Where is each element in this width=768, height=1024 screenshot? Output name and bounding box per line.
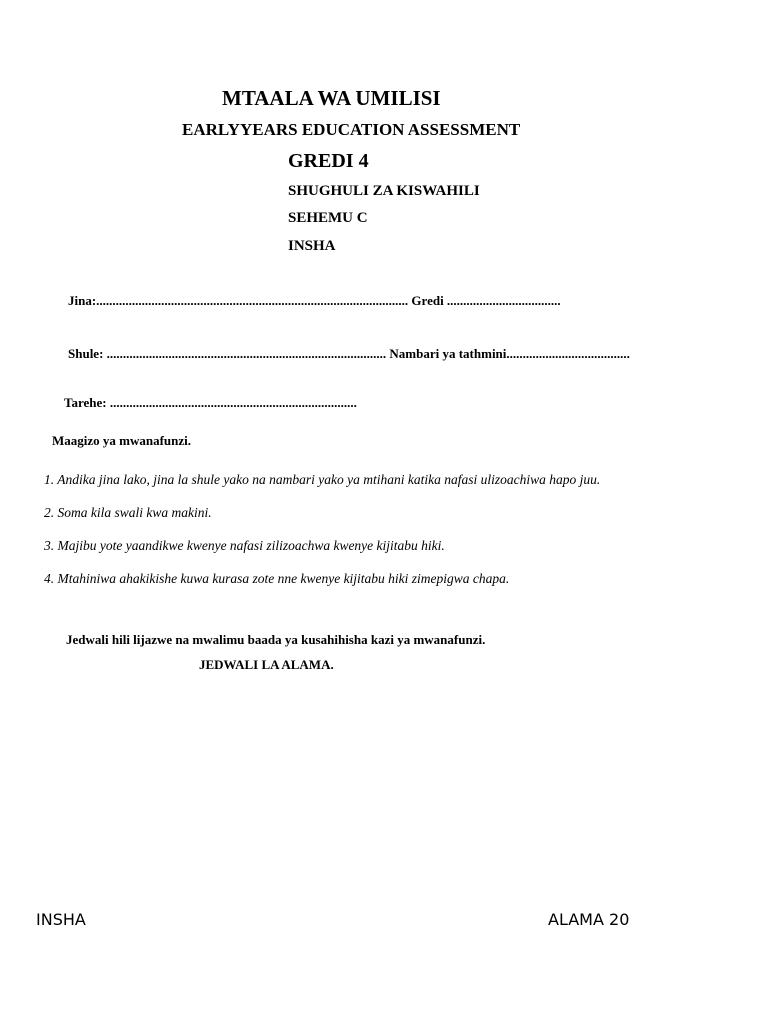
- instruction-item: 2. Soma kila swali kwa makini.: [44, 505, 212, 520]
- grade-label: GREDI 4: [288, 150, 369, 172]
- document-title: MTAALA WA UMILISI: [222, 86, 441, 110]
- assessment-name: EARLYYEARS EDUCATION ASSESSMENT: [182, 120, 521, 139]
- section-label: SEHEMU C: [288, 210, 368, 226]
- footer-marks-label: ALAMA 20: [548, 910, 630, 929]
- paper-label: INSHA: [288, 238, 336, 254]
- name-grade-field: Jina:................................................................................................ Gredi ...................................: [68, 293, 561, 308]
- school-assessment-number-field: Shule: ...................................................................................... Nambari ya tathmini......................................: [68, 346, 630, 361]
- marks-table-note: Jedwali hili lijazwe na mwalimu baada ya kusahihisha kazi ya mwanafunzi.: [66, 632, 486, 647]
- footer-paper-label: INSHA: [36, 910, 86, 929]
- marks-table-title: JEDWALI LA ALAMA.: [199, 657, 334, 672]
- subject-label: SHUGHULI ZA KISWAHILI: [288, 183, 480, 199]
- instruction-item: 3. Majibu yote yaandikwe kwenye nafasi zilizoachwa kwenye kijitabu hiki.: [44, 538, 445, 553]
- instructions-heading: Maagizo ya mwanafunzi.: [52, 433, 192, 448]
- date-field: Tarehe: ............................................................................: [64, 395, 357, 410]
- instruction-item: 1. Andika jina lako, jina la shule yako na nambari yako ya mtihani katika nafasi ulizoachiwa hapo juu.: [44, 472, 601, 487]
- instruction-item: 4. Mtahiniwa ahakikishe kuwa kurasa zote nne kwenye kijitabu hiki zimepigwa chapa.: [44, 571, 510, 586]
